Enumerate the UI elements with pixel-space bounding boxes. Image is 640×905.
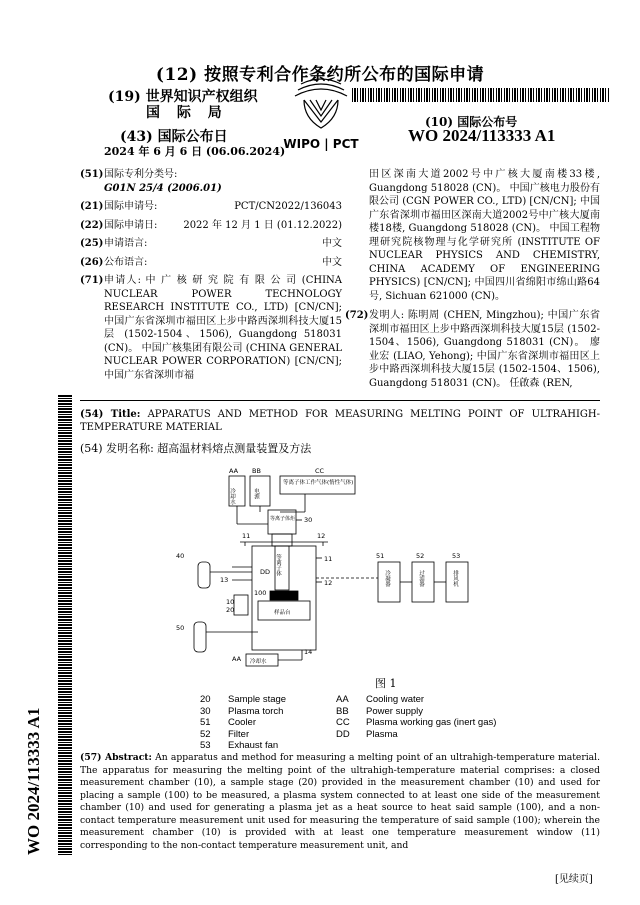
svg-text:样品台: 样品台 bbox=[274, 610, 291, 616]
wipo-logo bbox=[266, 72, 376, 154]
svg-text:53: 53 bbox=[452, 552, 461, 560]
svg-text:14: 14 bbox=[304, 648, 313, 656]
svg-text:10: 10 bbox=[226, 598, 235, 606]
field-22: (22) 国际申请日: 2022 年 12 月 1 日 (01.12.2022) bbox=[80, 219, 342, 231]
document-title: (12) 按照专利合作条约所公布的国际申请 bbox=[155, 65, 485, 85]
svg-text:50: 50 bbox=[176, 624, 185, 632]
pub-no-label: (10) 国际公布号 bbox=[425, 115, 518, 129]
org-bureau: 国 际 局 bbox=[146, 105, 228, 121]
svg-text:11: 11 bbox=[242, 532, 251, 540]
side-pub-number: WO 2024/113333 A1 bbox=[24, 707, 43, 855]
title-chinese: (54) 发明名称: 超高温材料熔点测量装置及方法 bbox=[80, 442, 312, 455]
ipc-code: G01N 25/4 (2006.01) bbox=[104, 182, 222, 194]
svg-text:冷凝器: 冷凝器 bbox=[384, 570, 390, 587]
abstract: (57) Abstract: An apparatus and method for measuring a melting point of an ultrahigh-temperature material. The apparatus for measuring the melting point of the ultrahigh-temperature material comprises: a closed measurement chamber (10), a sample stage (20) provided in the measurement chamber (10) and used for placing a sample (100) to be measured, a plasma system connected to at least one side of the measurement chamber (10) and used for generating a plasma jet as a heat source to heat said sample (100), and a non-contact temperature measurement unit used for measuring the temperature of said sample (100); wherein the measurement chamber (10) is provided with at least one temperature measurement window (11) corresponding to the non-contact temperature measurement unit, and bbox=[80, 752, 601, 851]
gas-cylinder bbox=[198, 562, 210, 588]
field-21: (21) 国际申请号: PCT/CN2022/136043 bbox=[80, 201, 342, 212]
field-25: (25) 申请语言: 中文 bbox=[80, 238, 342, 249]
wipo-logo-text: WIPO | PCT bbox=[283, 137, 359, 151]
svg-text:CC: CC bbox=[315, 467, 325, 475]
field-26: (26) 公布语言: 中文 bbox=[80, 256, 342, 268]
legend-row: 20 Sample stage AA Cooling water bbox=[200, 694, 425, 705]
svg-text:12: 12 bbox=[324, 579, 333, 587]
svg-text:BB: BB bbox=[252, 467, 261, 475]
pub-date-label: (43) 国际公布日 bbox=[120, 129, 228, 145]
applicants: 申请人: 中 广 核 研 究 院 有 限 公 司 (CHINA NUCLEAR POWER TECHNOLOGY RESEARCH INSTITUTE CO., LTD) [CN/CN]; 中国广东省深圳市福田区上步中路西深圳科技大厦15层 (1502-1504、1506), Guangdong 518031 (CN)。 中国广核集团有限公司 (CHINA GENERAL NUCLEAR POWER CORPORATION) [CN/CN]; 中国广东省深圳市福 bbox=[104, 275, 342, 381]
svg-text:过滤器: 过滤器 bbox=[418, 570, 424, 587]
barcode bbox=[352, 88, 610, 102]
side-barcode bbox=[58, 395, 72, 855]
legend-row: 51 Cooler CC Plasma working gas (inert gas) bbox=[200, 717, 497, 728]
pub-number: WO 2024/113333 A1 bbox=[408, 126, 556, 145]
field-71: (71) 申请人: 中 广 核 研 究 院 有 限 公 司 (CHINA NUCLEAR POWER TECHNOLOGY RESEARCH INSTITUTE CO., LTD) [CN/CN]; 中国广东省深圳市福田区上步中路西深圳科技大厦15层 (1502-1504、1506), Guangdong 518031 (CN)。 中国广核集团有限公司 (CHINA GENERAL NUCLEAR POWER CORPORATION) [CN/CN]; 中国广东省深圳市福 bbox=[80, 275, 342, 381]
cylinder-bottom bbox=[194, 622, 206, 652]
legend-row: 30 Plasma torch BB Power supply bbox=[200, 705, 424, 717]
svg-text:12: 12 bbox=[317, 532, 326, 540]
legend-row: 52 Filter DD Plasma bbox=[200, 728, 398, 740]
inventors: 发明人: 陈明周 (CHEN, Mingzhou); 中国广东省深圳市福田区上步中路西深圳科技大厦15层 (1502-1504、1506), Guangdong 518031 (CN)。 廖业宏 (LIAO, Yehong); 中国广东省深圳市福田区上步中路西深圳科技大厦15层 (1502-1504、1506), Guangdong 518031 (CN)。 任啟森 (REN, bbox=[369, 310, 600, 389]
svg-text:51: 51 bbox=[376, 552, 385, 560]
svg-text:DD: DD bbox=[260, 568, 271, 576]
svg-text:排风机: 排风机 bbox=[452, 570, 458, 587]
svg-text:AA: AA bbox=[232, 655, 242, 663]
figure-legend bbox=[200, 694, 500, 752]
applicants-continued: 田区深南大道2002号中广核大厦南楼33楼, Guangdong 518028 (CN)。 中国广核电力股份有限公司 (CGN POWER CO., LTD) [CN/CN]; 中国广东省深圳市福田区深南大道2002号中广核大厦南楼18楼, Guangdong 518028 (CN)。 中国工程物理研究院核物理与化学研究所 (INSTITUTE OF NUCLEAR PHYSICS AND CHEMISTRY, CHINA ACADEMY OF ENGINEERING PHYSICS) [CN/CN]; 中国四川省绵阳市绵山路64号, Sichuan 621000 (CN)。 bbox=[369, 169, 600, 302]
field-51: (51) 国际专利分类号: G01N 25/4 (2006.01) bbox=[80, 169, 222, 194]
legend-row: 53 Exhaust fan bbox=[200, 740, 279, 751]
bib-column-left bbox=[80, 168, 342, 382]
figure-caption: 图 1 bbox=[375, 677, 397, 690]
torch-box bbox=[268, 510, 296, 534]
svg-text:等离子体: 等离子体 bbox=[275, 554, 281, 576]
svg-text:等离子体工作气体(惰性气体): 等离子体工作气体(惰性气体) bbox=[283, 480, 354, 486]
svg-text:等离子体炬: 等离子体炬 bbox=[270, 516, 296, 522]
svg-text:电源: 电源 bbox=[253, 488, 259, 499]
pub-date-value: 2024 年 6 月 6 日 (06.06.2024) bbox=[104, 145, 286, 158]
org-name: (19) 世界知识产权组织 bbox=[108, 89, 258, 105]
field-72: (72) 发明人: 陈明周 (CHEN, Mingzhou); 中国广东省深圳市福田区上步中路西深圳科技大厦15层 (1502-1504、1506), Guangdong 518031 (CN)。 廖业宏 (LIAO, Yehong); 中国广东省深圳市福田区上步中路西深圳科技大厦15层 (1502-1504、1506), Guangdong 518031 (CN)。 任啟森 (REN, bbox=[345, 310, 600, 389]
svg-text:冷却水: 冷却水 bbox=[229, 488, 235, 505]
svg-text:AA: AA bbox=[229, 467, 239, 475]
sample bbox=[270, 591, 298, 600]
svg-text:100: 100 bbox=[254, 589, 267, 597]
bib-column-right bbox=[345, 168, 600, 390]
continued-marker: [见续页] bbox=[555, 874, 593, 885]
svg-text:40: 40 bbox=[176, 552, 185, 560]
svg-text:冷却水: 冷却水 bbox=[250, 659, 267, 665]
svg-text:52: 52 bbox=[416, 552, 425, 560]
svg-text:20: 20 bbox=[226, 606, 235, 614]
svg-text:11: 11 bbox=[324, 555, 333, 563]
svg-text:13: 13 bbox=[220, 576, 229, 584]
figure-1 bbox=[170, 462, 520, 674]
svg-text:30: 30 bbox=[304, 516, 313, 524]
title-english: (54) Title: APPARATUS AND METHOD FOR MEASURING MELTING POINT OF ULTRAHIGH-TEMPERATURE MATERIAL bbox=[80, 409, 601, 433]
separator bbox=[80, 400, 600, 401]
